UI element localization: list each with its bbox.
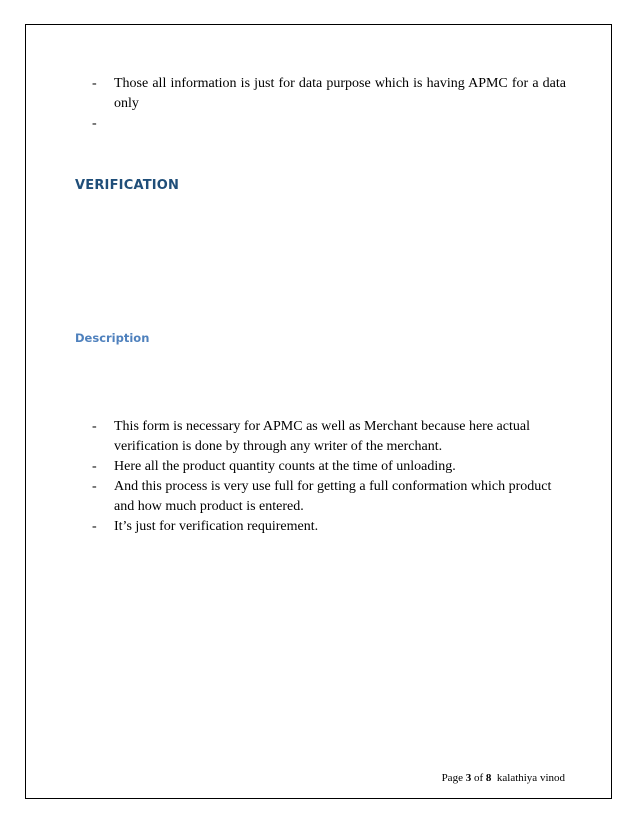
page-border bbox=[25, 24, 612, 799]
list-item bbox=[92, 457, 562, 477]
bullet-dash: - bbox=[92, 459, 97, 474]
footer-page-label: Page bbox=[441, 772, 463, 784]
footer-page-current: 3 bbox=[465, 772, 472, 784]
bullet-text: Here all the product quantity counts at the time of unloading. bbox=[114, 459, 456, 474]
page-footer bbox=[442, 772, 565, 784]
bullet-text: It’s just for verification requirement. bbox=[114, 519, 319, 534]
list-item bbox=[92, 74, 566, 114]
section-heading-verification: VERIFICATION bbox=[75, 178, 180, 193]
top-bullet-list bbox=[92, 74, 566, 134]
list-item bbox=[92, 417, 562, 457]
bullet-dash: - bbox=[92, 519, 97, 534]
bullet-dash: - bbox=[92, 479, 97, 494]
description-bullet-list bbox=[92, 417, 562, 537]
section-heading-description: Description bbox=[75, 331, 150, 345]
bullet-dash: - bbox=[92, 419, 97, 434]
list-item bbox=[92, 477, 562, 517]
bullet-dash: - bbox=[92, 116, 97, 131]
footer-page-total: 8 bbox=[485, 772, 492, 784]
footer-of-label: of bbox=[473, 772, 484, 784]
bullet-text: Those all information is just for data purpose which is having APMC for a data only bbox=[114, 76, 566, 111]
bullet-text: And this process is very use full for getting a full conformation which product and how much product is entered. bbox=[114, 479, 552, 514]
list-item bbox=[92, 114, 566, 134]
footer-author: kalathiya vinod bbox=[496, 772, 565, 784]
bullet-dash: - bbox=[92, 76, 97, 91]
bullet-text: This form is necessary for APMC as well as Merchant because here actual verification is done by through any writer of the merchant. bbox=[114, 419, 530, 454]
list-item bbox=[92, 517, 562, 537]
